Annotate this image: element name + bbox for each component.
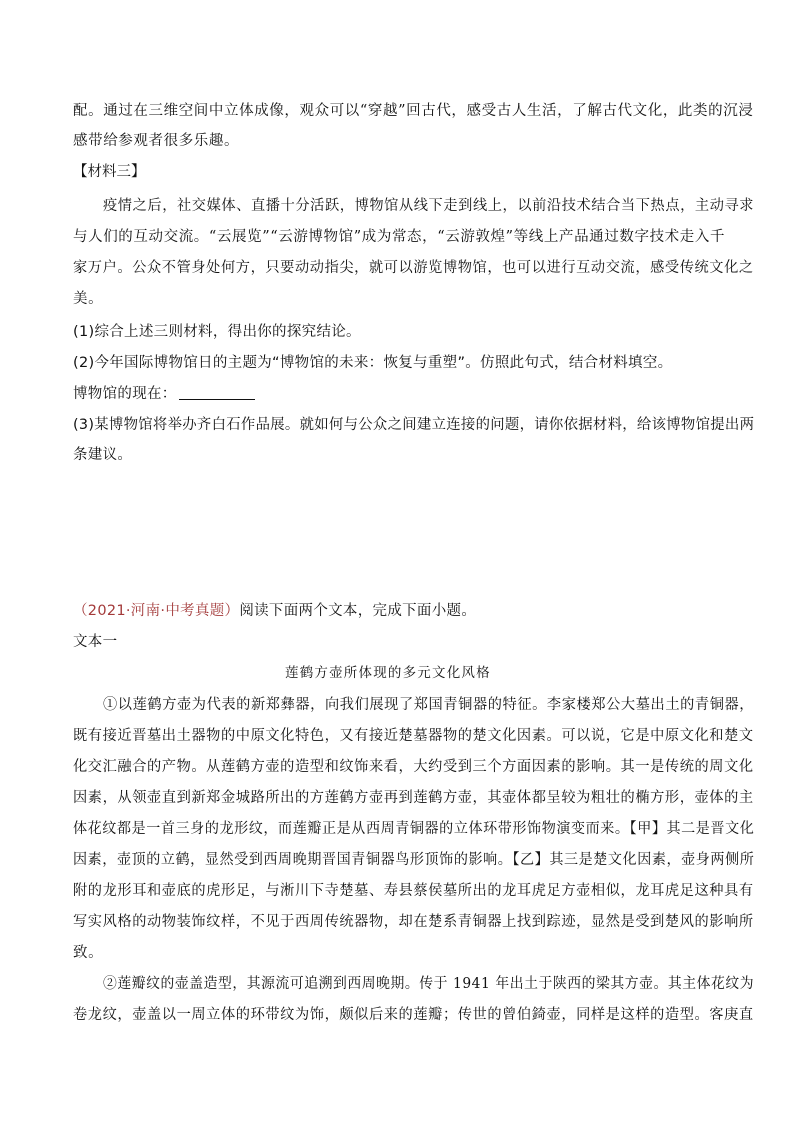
fill-label: 博物馆的现在：	[73, 386, 177, 402]
article-line: ②莲瓣纹的壶盖造型，其源流可追溯到西周晚期。传于 1941 年出土于陕西的梁其方壶。其主体花纹为	[103, 976, 755, 992]
material3-line: 与人们的互动交流。“云展览”“云游博物馆”成为常态，“云游敦煌”等线上产品通过数字技术走入千	[73, 229, 726, 245]
article-line: 既有接近晋墓出土器物的中原文化特色，又有接近楚墓器物的楚文化因素。可以说，它是中原文化和楚文	[73, 728, 754, 744]
question-3: (3)某博物馆将举办齐白石作品展。就如何与公众之间建立连接的问题，请你依据材料，给该博物馆提出两	[73, 417, 755, 433]
article-line: 化交汇融合的产物。从莲鹤方壶的造型和纹饰来看，大约受到三个方面因素的影响。其一是传统的周文化	[73, 759, 754, 775]
material3-line: 美。	[73, 291, 104, 307]
material2-line: 配。通过在三维空间中立体成像，观众可以“穿越”回古代，感受古人生活，了解古代文化，此类的沉浸	[73, 103, 754, 119]
article-line: 体花纹都是一首三身的龙形纹，而莲瓣正是从西周青铜器的立体环带形饰物演变而来。【甲】其二是晋文化	[73, 821, 755, 837]
question-2: (2)今年国际博物馆日的主题为“博物馆的未来：恢复与重塑”。仿照此句式，结合材料填空。	[73, 355, 673, 371]
article-title: 莲鹤方壶所体现的多元文化风格	[285, 665, 491, 681]
article-line: 致。	[73, 945, 104, 961]
question-2-fill	[73, 384, 255, 404]
article-line: 卷龙纹，壶盖以一周立体的环带纹为饰，颇似后来的莲瓣；传世的曾伯錡壶，同样是这样的造型。客庚直	[73, 1007, 754, 1023]
question-3-cont: 条建议。	[73, 447, 133, 463]
material3-line: 家万户。公众不管身处何方，只要动动指尖，就可以游览博物馆，也可以进行互动交流，感受传统文化之	[73, 260, 754, 276]
question-1: (1)综合上述三则材料，得出你的探究结论。	[73, 324, 361, 340]
article-line: ①以莲鹤方壶为代表的新郑彝器，向我们展现了郑国青铜器的特征。李家楼郑公大墓出土的青铜器，	[103, 697, 755, 713]
text-label: 文本一	[73, 634, 118, 650]
article-line: 附的龙形耳和壶底的虎形足，与淅川下寺楚墓、寿县蔡侯墓所出的龙耳虎足方壶相似，龙耳虎足这种具有	[73, 883, 754, 899]
material2-line: 感带给参观者很多乐趣。	[73, 133, 240, 149]
article-line: 写实风格的动物装饰纹样，不见于西周传统器物，却在楚系青铜器上找到踪迹，显然是受到楚风的影响所	[73, 914, 754, 930]
section2-instruction: 阅读下面两个文本，完成下面小题。	[239, 603, 477, 619]
answer-blank[interactable]	[179, 385, 255, 400]
question-source: （2021·河南·中考真题）	[73, 603, 240, 619]
article-line: 因素，壶顶的立鹤，显然受到西周晚期晋国青铜器鸟形顶饰的影响。【乙】其三是楚文化因素，壶身两侧所	[73, 852, 755, 868]
material3-line: 疫情之后，社交媒体、直播十分活跃，博物馆从线下走到线上，以前沿技术结合当下热点，主动寻求	[103, 198, 755, 214]
article-line: 因素，从领壶直到新郑金城路所出的方莲鹤方壶再到莲鹤方壶，其壶体都呈较为粗壮的椭方形，壶体的主	[73, 790, 754, 806]
section2-header	[73, 601, 476, 621]
material3-heading: 【材料三】	[73, 164, 146, 180]
